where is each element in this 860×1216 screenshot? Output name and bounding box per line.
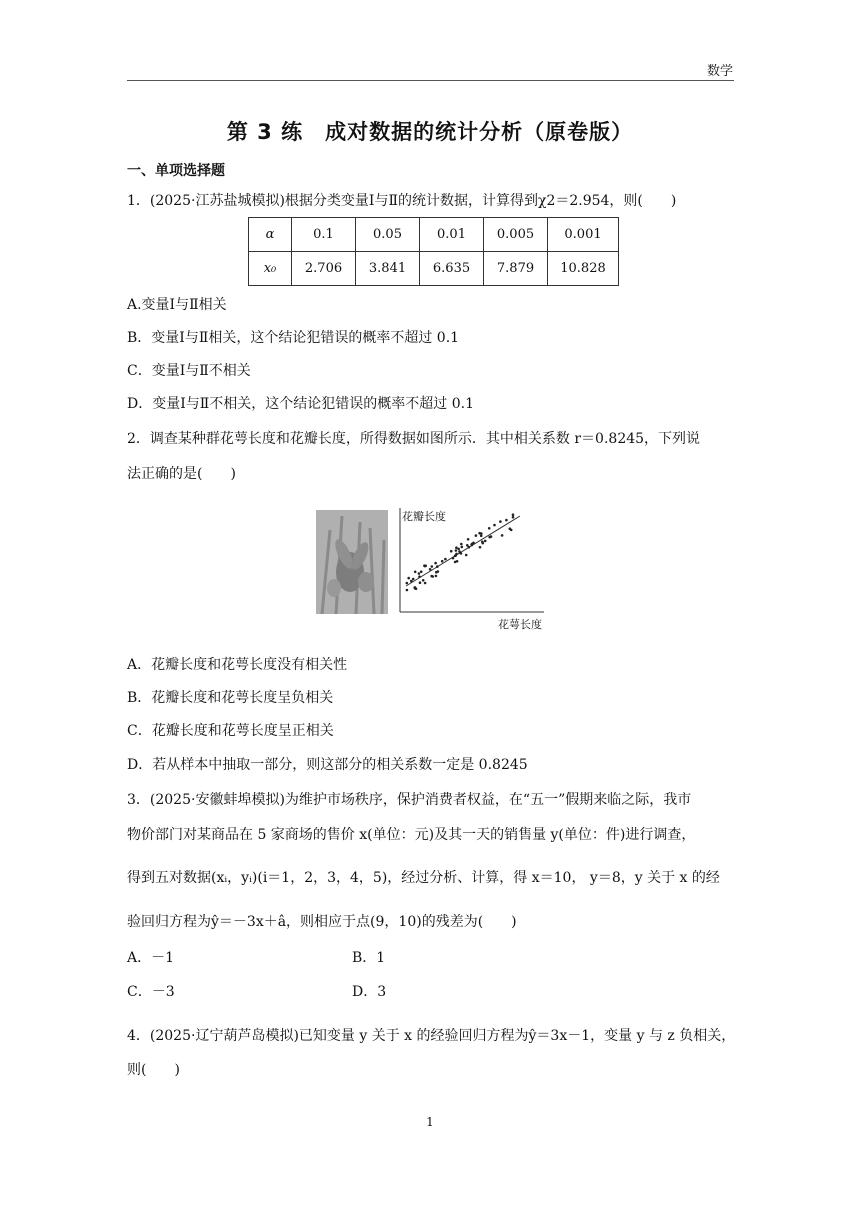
table-row xyxy=(249,252,619,286)
scatter-point xyxy=(406,582,409,585)
scatter-point xyxy=(484,540,487,543)
scatter-point xyxy=(480,535,483,538)
table-cell: 0.05 xyxy=(356,218,420,252)
section-heading: 一、单项选择题 xyxy=(127,163,225,179)
q2-option-b: B．花瓣长度和花萼长度呈负相关 xyxy=(127,690,334,706)
x-axis-label: 花萼长度 xyxy=(498,618,542,631)
scatter-point xyxy=(431,565,434,568)
q2-stem-line1: 2．调查某种群花萼长度和花瓣长度，所得数据如图所示．其中相关系数 r＝0.8245，下列说 xyxy=(127,431,701,447)
q2-option-a: A．花瓣长度和花萼长度没有相关性 xyxy=(127,657,348,673)
table-cell: α xyxy=(249,218,292,252)
scatter-point xyxy=(450,550,453,553)
q4-line1: 4．(2025·辽宁葫芦岛模拟)已知变量 y 关于 x 的经验回归方程为ŷ＝3x－1，变量 y 与 z 负相关， xyxy=(127,1028,736,1044)
table-row xyxy=(249,218,619,252)
scatter-point xyxy=(406,589,409,592)
chi-square-table xyxy=(248,217,619,286)
scatter-point xyxy=(471,544,474,547)
table-cell: 0.005 xyxy=(484,218,548,252)
scatter-point xyxy=(458,550,461,553)
scatter-point xyxy=(465,554,468,557)
scatter-point xyxy=(488,527,491,530)
scatter-point xyxy=(429,568,432,571)
table-cell: 0.1 xyxy=(292,218,356,252)
scatter-point xyxy=(418,575,421,578)
scatter-point xyxy=(434,562,437,565)
scatter-point xyxy=(455,549,458,552)
table-cell: 6.635 xyxy=(420,252,484,286)
scatter-point xyxy=(452,557,455,560)
scatter-point xyxy=(479,546,482,549)
scatter-point xyxy=(412,578,415,581)
q2-option-c: C．花瓣长度和花萼长度呈正相关 xyxy=(127,723,334,739)
page-number: 1 xyxy=(426,1115,434,1129)
scatter-point xyxy=(419,581,422,584)
table-cell: 0.01 xyxy=(420,218,484,252)
scatter-point xyxy=(410,580,413,583)
scatter-point xyxy=(472,542,475,545)
table-cell: 10.828 xyxy=(548,252,619,286)
scatter-point xyxy=(430,575,433,578)
scatter-point xyxy=(436,565,439,568)
scatter-point xyxy=(501,534,504,537)
scatter-point xyxy=(475,534,478,537)
scatter-point xyxy=(455,553,458,556)
q3-line2: 物价部门对某商品在 5 家商场的售价 x(单位：元)及其一天的销售量 y(单位：件)进行调查， xyxy=(127,827,696,843)
scatter-point xyxy=(493,524,496,527)
scatter-point xyxy=(441,560,444,563)
scatter-point xyxy=(467,538,470,541)
scatter-point xyxy=(407,577,410,580)
scatter-point xyxy=(457,548,460,551)
scatter-point xyxy=(420,570,423,573)
scatter-point xyxy=(418,572,421,575)
y-axis-label: 花瓣长度 xyxy=(402,510,446,523)
q1-stem: 1．(2025·江苏盐城模拟)根据分类变量Ⅰ与Ⅱ的统计数据，计算得到χ2＝2.954，则( ) xyxy=(127,193,677,209)
q3-line1: 3．(2025·安徽蚌埠模拟)为维护市场秩序，保护消费者权益，在“五一”假期来临之际，我市 xyxy=(127,792,692,808)
table-cell: 7.879 xyxy=(484,252,548,286)
q3-line3: 得到五对数据(xᵢ，yᵢ)(i＝1，2，3，4，5)，经过分析、计算，得 x＝10， y＝8，y 关于 x 的经 xyxy=(127,870,720,886)
scatter-point xyxy=(424,582,427,585)
q1-option-d: D．变量Ⅰ与Ⅱ不相关，这个结论犯错误的概率不超过 0.1 xyxy=(127,396,474,412)
scatter-point xyxy=(482,542,485,545)
scatter-point xyxy=(435,575,438,578)
q3-option-a: A．－1 xyxy=(127,950,175,966)
scatter-point xyxy=(509,527,512,530)
scatter-point xyxy=(455,546,458,549)
q1-option-c: C．变量Ⅰ与Ⅱ不相关 xyxy=(127,363,251,379)
q4-line2: 则( ) xyxy=(127,1062,180,1078)
scatter-point xyxy=(414,571,417,574)
scatter-point xyxy=(422,579,425,582)
scatter-point xyxy=(456,560,459,563)
table-cell: 2.706 xyxy=(292,252,356,286)
scatter-point xyxy=(512,513,515,516)
flower-photo xyxy=(316,510,388,614)
subject-label: 数学 xyxy=(706,64,733,79)
scatter-point xyxy=(435,571,438,574)
scatter-point xyxy=(488,536,491,539)
scatter-point xyxy=(415,587,418,590)
scatter-point xyxy=(460,543,463,546)
page-title: 第 3 练 成对数据的统计分析（原卷版） xyxy=(226,120,634,144)
scatter-point xyxy=(499,520,502,523)
q3-option-d: D．3 xyxy=(352,984,387,1000)
scatter-point xyxy=(444,558,447,561)
scatter-point xyxy=(461,546,464,549)
q1-option-b: B．变量Ⅰ与Ⅱ相关，这个结论犯错误的概率不超过 0.1 xyxy=(127,330,460,346)
scatter-point xyxy=(505,519,508,522)
q2-option-d: D．若从样本中抽取一部分，则这部分的相关系数一定是 0.8245 xyxy=(127,757,528,773)
scatter-point xyxy=(512,516,515,519)
q2-stem-line2: 法正确的是( ) xyxy=(127,466,236,482)
trend-line xyxy=(406,516,520,586)
q3-option-b: B．1 xyxy=(352,950,386,966)
q3-line4: 验回归方程为ŷ＝－3x＋â，则相应于点(9，10)的残差为( ) xyxy=(127,914,517,930)
table-cell: 0.001 xyxy=(548,218,619,252)
table-cell: 3.841 xyxy=(356,252,420,286)
q1-option-a: A.变量Ⅰ与Ⅱ相关 xyxy=(127,297,227,313)
q3-option-c: C．－3 xyxy=(127,984,175,1000)
table-cell: x₀ xyxy=(249,252,292,286)
scatter-point xyxy=(423,564,426,567)
header-rule xyxy=(127,80,734,81)
scatter-point xyxy=(466,544,469,547)
